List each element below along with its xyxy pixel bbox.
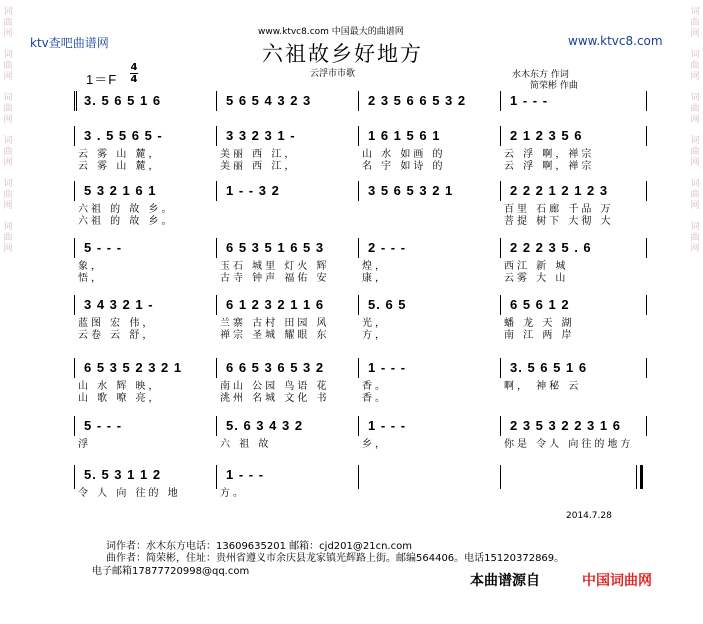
bar-line — [74, 358, 75, 378]
measure-notes: 1 - - 3 2 — [226, 183, 280, 198]
lyric-line-2: 康， — [362, 273, 388, 284]
lyric-line-1: 乡， — [362, 439, 388, 450]
lyric-line-2: 名 宇 如诗 的 — [362, 161, 446, 172]
bar-line — [500, 358, 501, 378]
watermark-char: 词 — [690, 222, 700, 232]
measure-notes: 5. 6 3 4 3 2 — [226, 418, 304, 433]
lyric-line-1: 兰寨 古村 田园 风 — [220, 318, 330, 329]
bar-line — [216, 181, 217, 201]
lyric-line-1: 啊， 神秘 云 — [504, 381, 582, 392]
watermark-char: 曲 — [3, 147, 13, 157]
lyric-line-2: 云 浮 啊，禅宗 — [504, 161, 595, 172]
lyric-line-1: 煌， — [362, 261, 388, 272]
bar-line — [358, 465, 359, 489]
bar-line — [646, 126, 647, 146]
measure-notes: 2 2 2 3 5 . 6 — [510, 240, 592, 255]
lyric-line-1: 六祖 的 故 乡。 — [78, 204, 175, 215]
bar-line — [500, 126, 501, 146]
bar-line — [500, 91, 501, 111]
measure-notes: 1 - - - — [368, 418, 407, 433]
watermark-char: 曲 — [3, 190, 13, 200]
lyric-line-1: 你是 令人 向往的地方 — [504, 439, 634, 450]
watermark-char: 网 — [3, 201, 13, 211]
watermark-char: 曲 — [3, 233, 13, 243]
time-signature — [130, 62, 138, 85]
site-name-left: ktv查吧曲谱网 — [30, 36, 109, 50]
bar-line — [358, 91, 359, 111]
bar-line — [646, 416, 647, 436]
bar-line — [74, 238, 75, 258]
lyric-line-2: 美丽 西 江， — [220, 161, 298, 172]
lyric-line-2: 六祖 的 故 乡。 — [78, 216, 175, 227]
watermark-char: 曲 — [690, 61, 700, 71]
lyric-line-2: 方， — [362, 330, 388, 341]
lyric-line-1: 美丽 西 江， — [220, 149, 298, 160]
watermark-char: 词 — [690, 50, 700, 60]
measure-notes: 3 . 5 5 6 5 - — [84, 128, 163, 143]
bar-line — [216, 126, 217, 146]
lyric-line-2: 南 江 两 岸 — [504, 330, 575, 341]
bar-line — [216, 416, 217, 436]
watermark-char: 曲 — [690, 104, 700, 114]
watermark-char: 词 — [3, 222, 13, 232]
source-site: 中国词曲网 — [582, 573, 652, 589]
measure-notes: 3 4 3 2 1 - — [84, 297, 154, 312]
measure-notes: 5 - - - — [84, 418, 123, 433]
bar-line — [74, 91, 75, 111]
bar-line — [216, 238, 217, 258]
lyricist-contact: 词作者：水木东方电话：13609635201 邮箱：cjd201@21cn.com — [106, 541, 412, 552]
measure-notes: 1 - - - — [510, 93, 549, 108]
lyric-line-2: 云雾 大 山 — [504, 273, 569, 284]
measure-notes: 3 5 6 5 3 2 1 — [368, 183, 454, 198]
watermark-char: 网 — [690, 244, 700, 254]
email-line: 电子邮箱17877720998@qq.com — [92, 566, 250, 577]
watermark-char: 词 — [690, 7, 700, 17]
watermark-char: 网 — [690, 72, 700, 82]
measure-notes: 2 2 2 1 2 1 2 3 — [510, 183, 609, 198]
watermark-char: 网 — [690, 29, 700, 39]
score-date: 2014.7.28 — [566, 511, 612, 521]
meter-bottom: 4 — [130, 74, 138, 85]
bar-line — [636, 465, 637, 489]
lyric-line-1: 蓝图 宏 伟， — [78, 318, 156, 329]
watermark-char: 网 — [3, 115, 13, 125]
watermark-char: 网 — [690, 201, 700, 211]
bar-line — [646, 358, 647, 378]
watermark-char: 网 — [3, 72, 13, 82]
bar-line — [358, 181, 359, 201]
measure-notes: 5 - - - — [84, 240, 123, 255]
lyric-line-2: 香。 — [362, 393, 388, 404]
watermark-char: 网 — [3, 158, 13, 168]
lyric-line-1: 六 祖 故 — [220, 439, 272, 450]
lyric-line-2: 云卷 云 舒， — [78, 330, 156, 341]
measure-notes: 3. 5 6 5 1 6 — [84, 93, 162, 108]
measure-notes: 3. 5 6 5 1 6 — [510, 360, 588, 375]
lyric-line-2: 古寺 钟声 福佑 安 — [220, 273, 330, 284]
bar-line — [74, 295, 75, 315]
measure-notes: 2 3 5 6 6 5 3 2 — [368, 93, 467, 108]
lyric-line-1: 玉石 城里 灯火 辉 — [220, 261, 330, 272]
watermark-char: 曲 — [3, 61, 13, 71]
measure-notes: 1 - - - — [226, 467, 265, 482]
key-signature: 1＝F — [86, 72, 118, 87]
measure-notes: 5 6 5 4 3 2 3 — [226, 93, 312, 108]
lyric-line-1: 香。 — [362, 381, 388, 392]
bar-line — [500, 295, 501, 315]
watermark-char: 曲 — [690, 18, 700, 28]
bar-line — [500, 465, 501, 489]
measure-notes: 6 5 3 5 1 6 5 3 — [226, 240, 325, 255]
bar-line — [358, 126, 359, 146]
lyric-line-1: 云 雾 山 麓， — [78, 149, 162, 160]
lyricist-credit: 水木东方 作词 — [512, 70, 569, 80]
lyric-line-1: 百里 石廊 千品 万 — [504, 204, 614, 215]
lyric-line-2: 云 雾 山 麓， — [78, 161, 162, 172]
measure-notes: 2 3 5 3 2 2 3 1 6 — [510, 418, 621, 433]
bar-line — [646, 181, 647, 201]
watermark-char: 词 — [690, 136, 700, 146]
left-watermark-strip — [0, 0, 16, 624]
measure-notes: 6 6 5 3 6 5 3 2 — [226, 360, 325, 375]
bar-line — [646, 91, 647, 111]
measure-notes: 6 5 3 5 2 3 2 1 — [84, 360, 183, 375]
bar-line — [216, 295, 217, 315]
lyric-line-1: 山 水 如画 的 — [362, 149, 446, 160]
lyric-line-1: 山 水 辉 映， — [78, 381, 162, 392]
watermark-char: 曲 — [3, 104, 13, 114]
watermark-char: 词 — [3, 50, 13, 60]
lyric-line-1: 方。 — [220, 488, 246, 499]
watermark-char: 网 — [3, 244, 13, 254]
watermark-char: 网 — [690, 115, 700, 125]
lyric-line-1: 云 浮 啊，禅宗 — [504, 149, 595, 160]
lyric-line-1: 浮 — [78, 439, 91, 450]
song-subtitle: 云浮市市歌 — [310, 69, 356, 79]
measure-notes: 2 - - - — [368, 240, 407, 255]
lyric-line-2: 禅宗 圣城 耀眼 东 — [220, 330, 330, 341]
start-bar-line — [76, 91, 77, 111]
site-banner: www.ktvc8.com 中国最大的曲谱网 — [258, 27, 404, 37]
measure-notes: 5. 6 5 — [368, 297, 407, 312]
bar-line — [358, 416, 359, 436]
watermark-char: 网 — [690, 158, 700, 168]
bar-line — [646, 238, 647, 258]
measure-notes: 6 1 2 3 2 1 1 6 — [226, 297, 325, 312]
bar-line — [216, 91, 217, 111]
source-label: 本曲谱源自 — [470, 573, 540, 589]
watermark-char: 曲 — [690, 147, 700, 157]
watermark-char: 曲 — [690, 233, 700, 243]
lyric-line-2: 菩提 树下 大彻 大 — [504, 216, 614, 227]
bar-line — [74, 465, 75, 489]
page-title: 六祖故乡好地方 — [262, 42, 423, 66]
lyric-line-1: 象， — [78, 261, 104, 272]
measure-notes: 5. 5 3 1 1 2 — [84, 467, 162, 482]
meter-top: 4 — [130, 62, 138, 73]
right-watermark-strip — [687, 0, 703, 624]
watermark-char: 词 — [3, 179, 13, 189]
bar-line — [74, 181, 75, 201]
lyric-line-1: 西江 新 城 — [504, 261, 569, 272]
lyric-line-2: 洮州 名城 文化 书 — [220, 393, 330, 404]
measure-notes: 6 5 6 1 2 — [510, 297, 570, 312]
watermark-char: 词 — [3, 136, 13, 146]
bar-line — [500, 238, 501, 258]
watermark-char: 词 — [690, 179, 700, 189]
lyric-line-1: 光， — [362, 318, 388, 329]
measure-notes: 1 - - - — [368, 360, 407, 375]
measure-notes: 3 3 2 3 1 - — [226, 128, 296, 143]
watermark-char: 曲 — [690, 190, 700, 200]
lyric-line-1: 蟠 龙 天 湖 — [504, 318, 575, 329]
lyric-line-2: 悟， — [78, 273, 104, 284]
watermark-char: 曲 — [3, 18, 13, 28]
measure-notes: 2 1 2 3 5 6 — [510, 128, 583, 143]
composer-credit: 简荣彬 作曲 — [530, 81, 578, 91]
measure-notes: 5 3 2 1 6 1 — [84, 183, 157, 198]
watermark-char: 词 — [3, 93, 13, 103]
site-name-right: www.ktvc8.com — [568, 34, 663, 48]
lyric-line-1: 令 人 向 往的 地 — [78, 488, 181, 499]
composer-contact: 曲作者：简荣彬，住址：贵州省遵义市余庆县龙家镇光辉路上街。邮编564406。电话15120372869。 — [106, 553, 565, 564]
bar-line — [500, 181, 501, 201]
lyric-line-1: 南山 公园 鸟语 花 — [220, 381, 330, 392]
bar-line — [216, 358, 217, 378]
bar-line — [358, 295, 359, 315]
bar-line — [74, 126, 75, 146]
bar-line — [74, 416, 75, 436]
lyric-line-2: 山 歌 嘹 亮， — [78, 393, 162, 404]
measure-notes: 1 6 1 5 6 1 — [368, 128, 441, 143]
bar-line — [216, 465, 217, 489]
watermark-char: 词 — [3, 7, 13, 17]
bar-line — [358, 238, 359, 258]
bar-line — [358, 358, 359, 378]
final-bar-line — [640, 465, 643, 489]
watermark-char: 网 — [3, 29, 13, 39]
bar-line — [646, 295, 647, 315]
watermark-char: 词 — [690, 93, 700, 103]
bar-line — [500, 416, 501, 436]
